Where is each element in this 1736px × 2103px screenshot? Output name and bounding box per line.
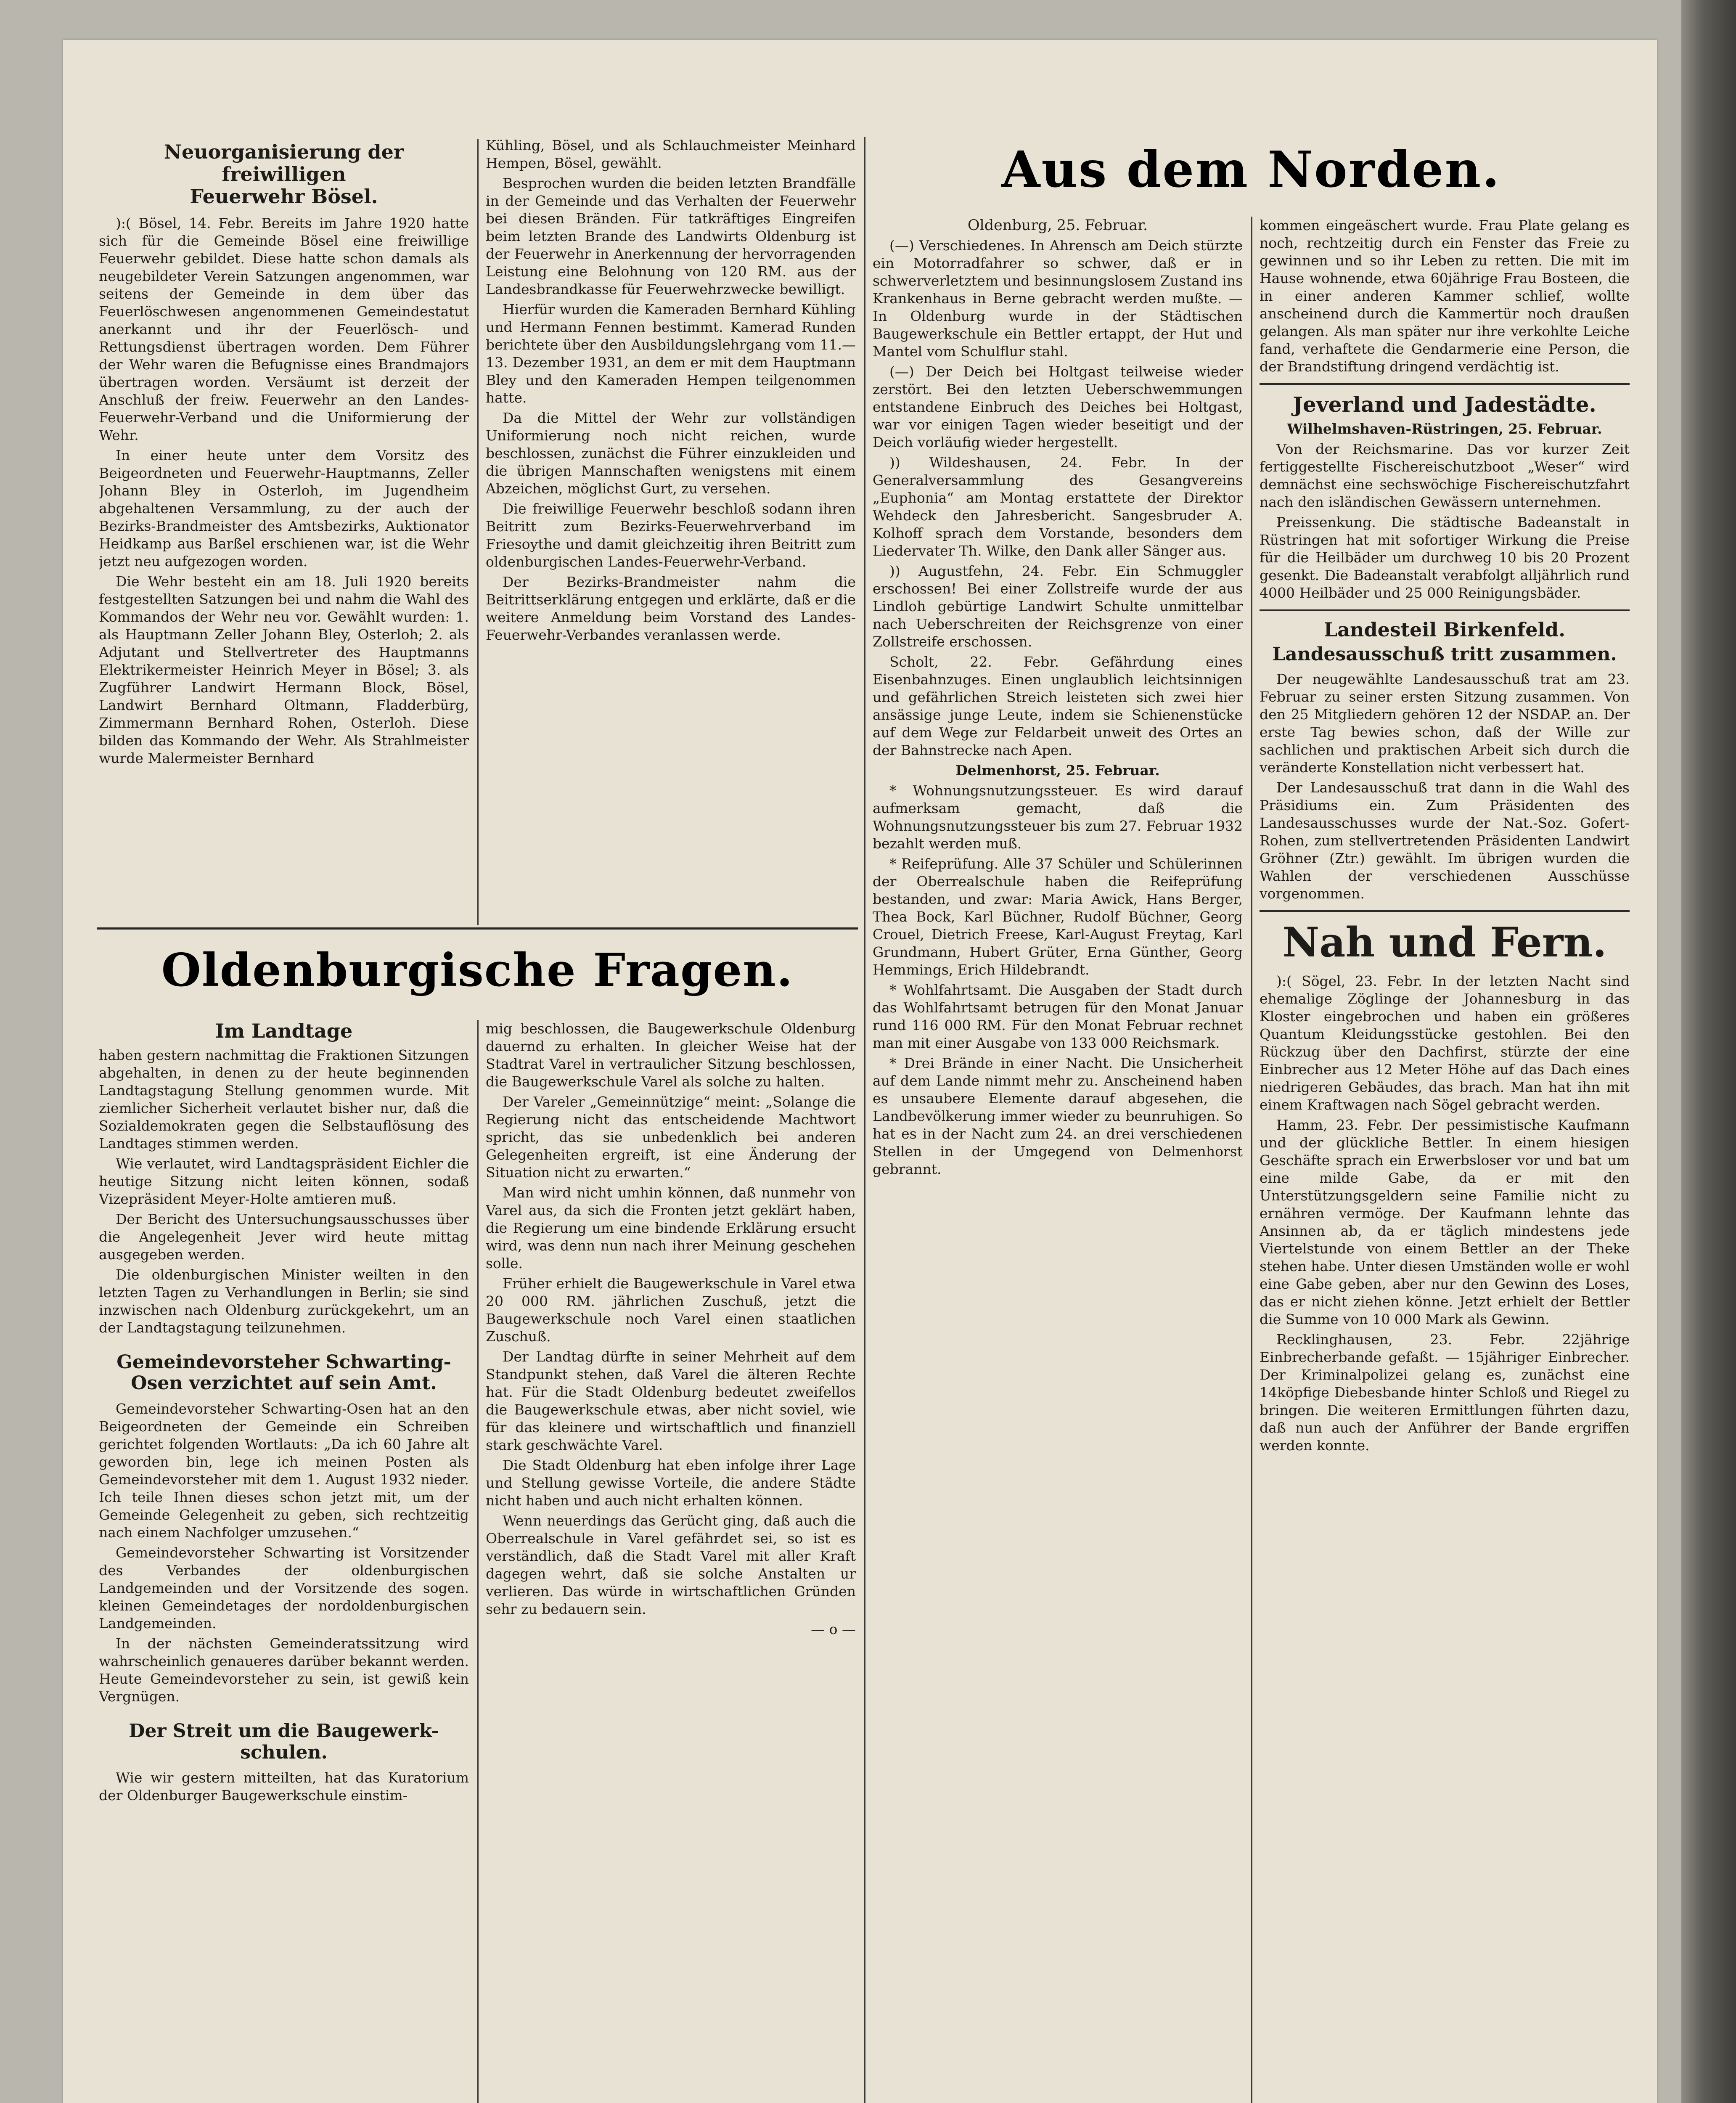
schwarting-paragraph: In der nächsten Gemeinderatssitzung wird wahrscheinlich genaueres darüber bekannt werden. Heute Gemeindevorsteher zu sein, ist gewiß kein Vergnügen. [99,1635,469,1705]
baugewerkschule-paragraph: Früher erhielt die Baugewerkschule in Varel etwa 20 000 RM. jährlichen Zuschuß, jetzt die Baugewerkschule noch Varel einen staatlichen Zuschuß. [486,1275,856,1345]
baugewerkschule-paragraph: Der Vareler „Gemeinnützige“ meint: „Solange die Regierung nicht das entscheidende Machtwort spricht, das sie unbedenklich bei anderen Gelegenheiten ergreift, ist eine Änderung der Situation nicht zu erwarten.“ [486,1094,856,1181]
landtag-paragraph: haben gestern nachmittag die Fraktionen Sitzungen abgehalten, in denen zu der heute beginnenden Landtagstagung Stellung genommen wurde. Mit ziemlicher Sicherheit verlautet bisher nur, daß die Sozialdemokraten gegen die Selbstauflösung des Landtages stimmen werden. [99,1046,469,1152]
north-paragraph: * Wohnungsnutzungssteuer. Es wird darauf aufmerksam gemacht, daß die Wohnungsnutzungssteuer bis zum 27. Februar 1932 bezahlt werden muß. [873,782,1243,852]
north-paragraph: * Wohlfahrtsamt. Die Ausgaben der Stadt durch das Wohlfahrtsamt betrugen für den Monat Januar rund 116 000 RM. Für den Monat Februar rechnet man mit einer Ausgabe von 133 000 Reichsmark. [873,982,1243,1051]
landtag-title: Im Landtage [215,1020,353,1042]
birkenfeld-paragraph: Der neugewählte Landesausschuß trat am 23. Februar zu seiner ersten Sitzung zusammen. Von den 25 Mitgliedern gehören 12 der NSDAP. an. Der erste Tag bewies schon, daß der Wille zur sachlichen und praktischen Arbeit sich durch die veränderte Konstellation nicht verbessert hat. [1260,670,1630,776]
bosel-paragraph: In einer heute unter dem Vorsitz des Beigeordneten und Feuerwehr-Hauptmanns, Zeller Johann Bley in Osterloh, im Jugendheim abgehaltenen Versammlung, zu der auch der Bezirks-Brandmeister des Amtsbezirks, Auktionator Heidkamp aus Barßel erschienen war, ist die Wehr jetzt neu aufgezogen worden. [99,447,469,569]
baugewerkschule-paragraph: Man wird nicht umhin können, daß nunmehr von Varel aus, da sich die Fronten jetzt geklärt haben, die Regierung um eine bindende Erklärung ersucht wird, was denn nun nach ihrer Meinung geschehen solle. [486,1184,856,1271]
delmenhorst-dateline: Delmenhorst, 25. Februar. [955,762,1160,779]
column-rule [477,1020,479,2103]
bosel-continuation-paragraph: Hierfür wurden die Kameraden Bernhard Kühling und Hermann Fennen bestimmt. Kamerad Runden berichtete über den Ausbildungslehrgang vom 11.—13. Dezember 1931, an dem er mit dem Hauptmann Bley und den Kameraden Hempen teilgenommen hatte. [486,301,856,406]
baugewerkschule-paragraph: Wenn neuerdings das Gerücht ging, daß auch die Oberrealschule in Varel gefährdet sei, so ist es verständlich, daß die Stadt Varel mit aller Kraft dagegen wehrt, daß sie solche Anstalten ur verlieren. Das würde in wirtschaftlichen Gründen sehr zu bedauern sein. [486,1512,856,1617]
jeverland-paragraph: Preissenkung. Die städtische Badeanstalt in Rüstringen hat mit sofortiger Wirkung die Preise für die Heilbäder um durchweg 10 bis 20 Prozent gesenkt. Die Badeanstalt verabfolgt alljährlich rund 4000 Heilbäder und 25 000 Reinigungsbäder. [1260,514,1630,601]
bosel-article [99,141,469,923]
landtag-paragraph: Die oldenburgischen Minister weilten in den letzten Tagen zu Verhandlungen in Berlin; sie sind inzwischen nach Oldenburg zurückgekehrt, um an der Landtagstagung teilzunehmen. [99,1266,469,1336]
bosel-continuation-paragraph: Da die Mittel der Wehr zur vollständigen Uniformierung noch nicht reichen, wurde beschlossen, zunächst die Führer einzukleiden und die übrigen Mannschaften wenigstens mit einem Abzeichen, möglichst Gurt, zu versehen. [486,410,856,497]
landtag-column [99,1020,469,2103]
schwarting-title-line2: Osen verzichtet auf sein Amt. [131,1372,437,1394]
baugewerkschule-paragraph: Die Stadt Oldenburg hat eben infolge ihrer Lage und Stellung gewisse Vorteile, die andere Städte nicht haben und auch nicht erhalten können. [486,1457,856,1509]
north-paragraph: )) Wildeshausen, 24. Febr. In der Generalversammlung des Gesangvereins „Euphonia“ am Montag erstattete der Direktor Wehdeck den Jahresbericht. Sangesbruder A. Kolhoff sprach dem Vorstande, besonders dem Liedervater Th. Wilke, den Dank aller Sänger aus. [873,454,1243,559]
right-column [1260,217,1630,2103]
streit-title-line2: schulen. [240,1741,328,1763]
schwarting-paragraph: Gemeindevorsteher Schwarting-Osen hat an den Beigeordneten der Gemeinde ein Schreiben gerichtet folgenden Wortlauts: „Da ich 60 Jahre alt geworden bin, lege ich meinen Posten als Gemeindevorsteher mit dem 1. August 1932 nieder. Ich teile Ihnen dieses schon jetzt mit, um der Gemeinde Gelegenheit zu geben, sich rechtzeitig nach einem Nachfolger umzusehen.“ [99,1401,469,1541]
bosel-title-line1: Neuorganisierung der freiwilligen [164,141,404,185]
bosel-continuation [486,137,856,923]
streit-paragraph: Wie wir gestern mitteilten, hat das Kuratorium der Oldenburger Baugewerkschule einstim- [99,1769,469,1804]
north-paragraph: * Drei Brände in einer Nacht. Die Unsicherheit auf dem Lande nimmt mehr zu. Anscheinend haben es unsaubere Elemente darauf abgesehen, die Landbevölkerung immer wieder zu beunruhigen. So hat es in der Nacht zum 24. an drei verschiedenen Stellen in der Umgegend von Delmenhorst gebrannt. [873,1055,1243,1177]
newspaper-page [63,40,1657,2103]
north-banner: Aus dem Norden. [1001,140,1501,199]
streit-title-line1: Der Streit um die Baugewerk- [129,1720,439,1742]
column-rule [864,137,865,2103]
birkenfeld-title: Landesteil Birkenfeld. [1323,618,1566,641]
landtag-paragraph: Der Bericht des Untersuchungsausschusses über die Angelegenheit Jever wird heute mittag ausgegeben werden. [99,1210,469,1263]
landtag-paragraph: Wie verlautet, wird Landtagspräsident Eichler die heutige Sitzung nicht leiten können, sodaß Vizepräsident Meyer-Holte amtieren muß. [99,1155,469,1207]
bosel-title-line2: Feuerwehr Bösel. [190,185,378,208]
north-paragraph: * Reifeprüfung. Alle 37 Schüler und Schülerinnen der Oberrealschule haben die Reifeprüfung bestanden, und zwar: Maria Awick, Hans Berger, Thea Bock, Karl Büchner, Rudolf Büchner, Georg Crouel, Dietrich Freese, Karl-August Freytag, Karl Grundmann, Hubert Grüter, Erna Günther, Georg Hemmings, Erich Hildebrandt. [873,856,1243,978]
north-paragraph: Scholt, 22. Febr. Gefährdung eines Eisenbahnzuges. Einen unglaublich leichtsinnigen und gefährlichen Streich leisteten sich zwei hier ansässige junge Leute, indem sie Schienenstücke auf dem Wege zur Feldarbeit unweit des Ortes an der Bahnstrecke nach Apen. [873,654,1243,758]
nah-und-fern-banner: Nah und Fern. [1282,918,1607,966]
baugewerkschule-column [486,1020,856,2103]
nah-paragraph: Hamm, 23. Febr. Der pessimistische Kaufmann und der glückliche Bettler. In einem hiesigen Geschäfte sprach ein Erwerbsloser vor und bat um eine milde Gabe, da er mit den Unterstützungsgeldern seine Familie nicht zu ernähren vermöge. Der Kaufmann lehnte das Ansinnen ab, da er täglich mindestens jede Viertelstunde von einem Bettler an der Theke stehen habe. Unter diesen Umständen wolle er wohl eine Gabe geben, aber nur den Gewinn des Loses, das er nicht ziehen könne. Jetzt erhielt der Bettler die Summe von 10 000 Mark als Gewinn. [1260,1117,1630,1328]
section-rule [1260,910,1630,912]
jeverland-paragraph: Von der Reichsmarine. Das vor kurzer Zeit fertiggestellte Fischereischutzboot „Weser“ wird demnächst eine sechswöchige Fischereischutzfahrt nach den isländischen Gewässern unternehmen. [1260,440,1630,510]
bosel-continuation-paragraph: Besprochen wurden die beiden letzten Brandfälle in der Gemeinde und das Verhalten der Feuerwehr bei diesen Bränden. Für tatkräftiges Eingreifen beim letzten Brande des Landwirts Oldenburg ist der Feuerwehr in Anerkennung der hervorragenden Leistung eine Belohnung von 120 RM. aus der Landesbrandkasse für Feuerwehrzwecke bewilligt. [486,175,856,297]
baugewerkschule-paragraph: Der Landtag dürfte in seiner Mehrheit auf dem Standpunkt stehen, daß Varel die älteren Rechte hat. Für die Stadt Oldenburg bedeutet zweifellos die Baugewerkschule etwas, aber nicht soviel, wie für das kleinere und wirtschaftlich und finanziell stark geschwächte Varel. [486,1348,856,1453]
baugewerkschule-paragraph: mig beschlossen, die Baugewerkschule Oldenburg dauernd zu erhalten. In gleicher Weise hat der Stadtrat Varel in vertraulicher Sitzung beschlossen, die Baugewerkschule Varel als solche zu halten. [486,1020,856,1090]
column-rule [1251,217,1252,2103]
bosel-paragraph: Die Wehr besteht ein am 18. Juli 1920 bereits festgestellten Satzungen bei und nahm die Wahl des Kommandos der Wehr neu vor. Gewählt wurden: 1. als Hauptmann Zeller Johann Bley, Osterloh; 2. als Adjutant und Stellvertreter des Hauptmanns Elektrikermeister Heinrich Meyer in Bösel; 3. als Zugführer Landwirt Hermann Block, Bösel, Landwirt Bernhard Oltmann, Fladderbürg, Zimmermann Bernhard Rohen, Osterloh. Diese bilden das Kommando der Wehr. Als Strahlmeister wurde Malermeister Bernhard [99,573,469,766]
north-paragraph: )) Augustfehn, 24. Febr. Ein Schmuggler erschossen! Bei einer Zollstreife wurde der aus Lindloh gebürtige Landwirt Schulte unmittelbar nach Ueberschreiten der Reichsgrenze von einer Zollstreife erschossen. [873,563,1243,650]
right-paragraph: kommen eingeäschert wurde. Frau Plate gelang es noch, rechtzeitig durch ein Fenster das Freie zu gewinnen und so ihr Leben zu retten. Die mit im Hause wohnende, etwa 60jährige Frau Bosteen, die in einer anderen Kammer schlief, wollte anscheinend durch die Kammertür noch draußen gelangen. Als man später nur ihre verkohlte Leiche fand, verhaftete die Gendarmerie eine Person, die der Brandstiftung dringend verdächtig ist. [1260,217,1630,375]
birkenfeld-subtitle: Landesausschuß tritt zusammen. [1272,644,1617,665]
bosel-continuation-paragraph: Die freiwillige Feuerwehr beschloß sodann ihren Beitritt zum Bezirks-Feuerwehrverband im Friesoythe und damit gleichzeitig ihren Beitritt zum oldenburgischen Landes-Feuerwehr-Verband. [486,501,856,570]
nah-paragraph: ):( Sögel, 23. Febr. In der letzten Nacht sind ehemalige Zöglinge der Johannesburg in das Kloster eingebrochen und haben ein größeres Quantum Kleidungsstücke gestohlen. Bei den Rückzug über den Dachfirst, stürzte der eine Einbrecher aus 12 Meter Höhe auf das Dach eines niedrigeren Gebäudes, das brach. Man hat ihn mit einem Kraftwagen nach Sögel gebracht werden. [1260,973,1630,1113]
bosel-paragraph: ):( Bösel, 14. Febr. Bereits im Jahre 1920 hatte sich für die Gemeinde Bösel eine freiwillige Feuerwehr gebildet. Diese hatte schon damals als neugebildeter Verein Satzungen angenommen, war seitens der Gemeinde in dem über das Feuerlöschwesen angenommenen Gemeindestatut anerkannt und ihr der Feuerlösch- und Rettungsdienst übertragen worden. Dem Führer der Wehr waren die Befugnisse eines Brandmajors übertragen worden. Versäumt ist derzeit der Anschluß der freiw. Feuerwehr an den Landes-Feuerwehr-Verband und die Uniformierung der Wehr. [99,215,469,443]
north-column [873,217,1243,2103]
bosel-continuation-paragraph: Der Bezirks-Brandmeister nahm die Beitrittserklärung entgegen und erklärte, daß er die weitere Anmeldung beim Vorstand des Landes-Feuerwehr-Verbandes veranlassen werde. [486,574,856,643]
jeverland-title: Jeverland und Jadestädte. [1293,392,1596,417]
north-paragraph: (—) Verschiedenes. In Ahrensch am Deich stürzte ein Motorradfahrer so schwer, daß er in schwerverletztem und besinnungslosem Zustand ins Krankenhaus in Berne gebracht werden mußte. — In Oldenburg wurde in der Städtischen Baugewerkschule ein Bettler ertappt, der Hut und Mantel vom Schulflur stahl. [873,237,1243,360]
scan-edge [1681,0,1736,2103]
oldenburg-questions-banner: Oldenburgische Fragen. [161,944,794,997]
birkenfeld-paragraph: Der Landesausschuß trat dann in die Wahl des Präsidiums ein. Zum Präsidenten des Landesausschusses wurde der Nat.-Soz. Gofert-Rohen, zum stellvertretenden Präsidenten Landwirt Gröhner (Ztr.) gewählt. Im übrigen wurden die Wahlen der verschiedenen Ausschüsse vorgenommen. [1260,779,1630,902]
jeverland-dateline: Wilhelmshaven-Rüstringen, 25. Februar. [1287,420,1602,437]
nah-paragraph: Recklinghausen, 23. Febr. 22jährige Einbrecherbande gefaßt. — 15jähriger Einbrecher. Der Kriminalpolizei gelang es, zunächst eine 14köpfige Diebesbande hinter Schloß und Riegel zu bringen. Die weiteren Ermittlungen führten dazu, daß nun auch der Anführer der Bande ergriffen werden konnte. [1260,1331,1630,1454]
north-paragraph: (—) Der Deich bei Holtgast teilweise wieder zerstört. Bei den letzten Ueberschwemmungen entstandene Einbruch des Deiches bei Holtgast, war vor einigen Tagen wieder beseitigt und der Deich vorläufig wieder hergestellt. [873,363,1243,450]
column-rule [477,139,479,925]
schwarting-title-line1: Gemeindevorsteher Schwarting- [116,1351,451,1373]
section-rule [1260,609,1630,611]
schwarting-paragraph: Gemeindevorsteher Schwarting ist Vorsitzender des Verbandes der oldenburgischen Landgemeinden und der Vorsitzende des sogen. kleinen Gemeindetages der nordoldenburgischen Landgemeinden. [99,1544,469,1632]
section-rule [97,927,858,930]
north-dateline: Oldenburg, 25. Februar. [967,217,1148,234]
end-mark: — o — [811,1621,856,1637]
section-rule [1260,383,1630,385]
bosel-continuation-paragraph: Kühling, Bösel, und als Schlauchmeister Meinhard Hempen, Bösel, gewählt. [486,137,856,171]
